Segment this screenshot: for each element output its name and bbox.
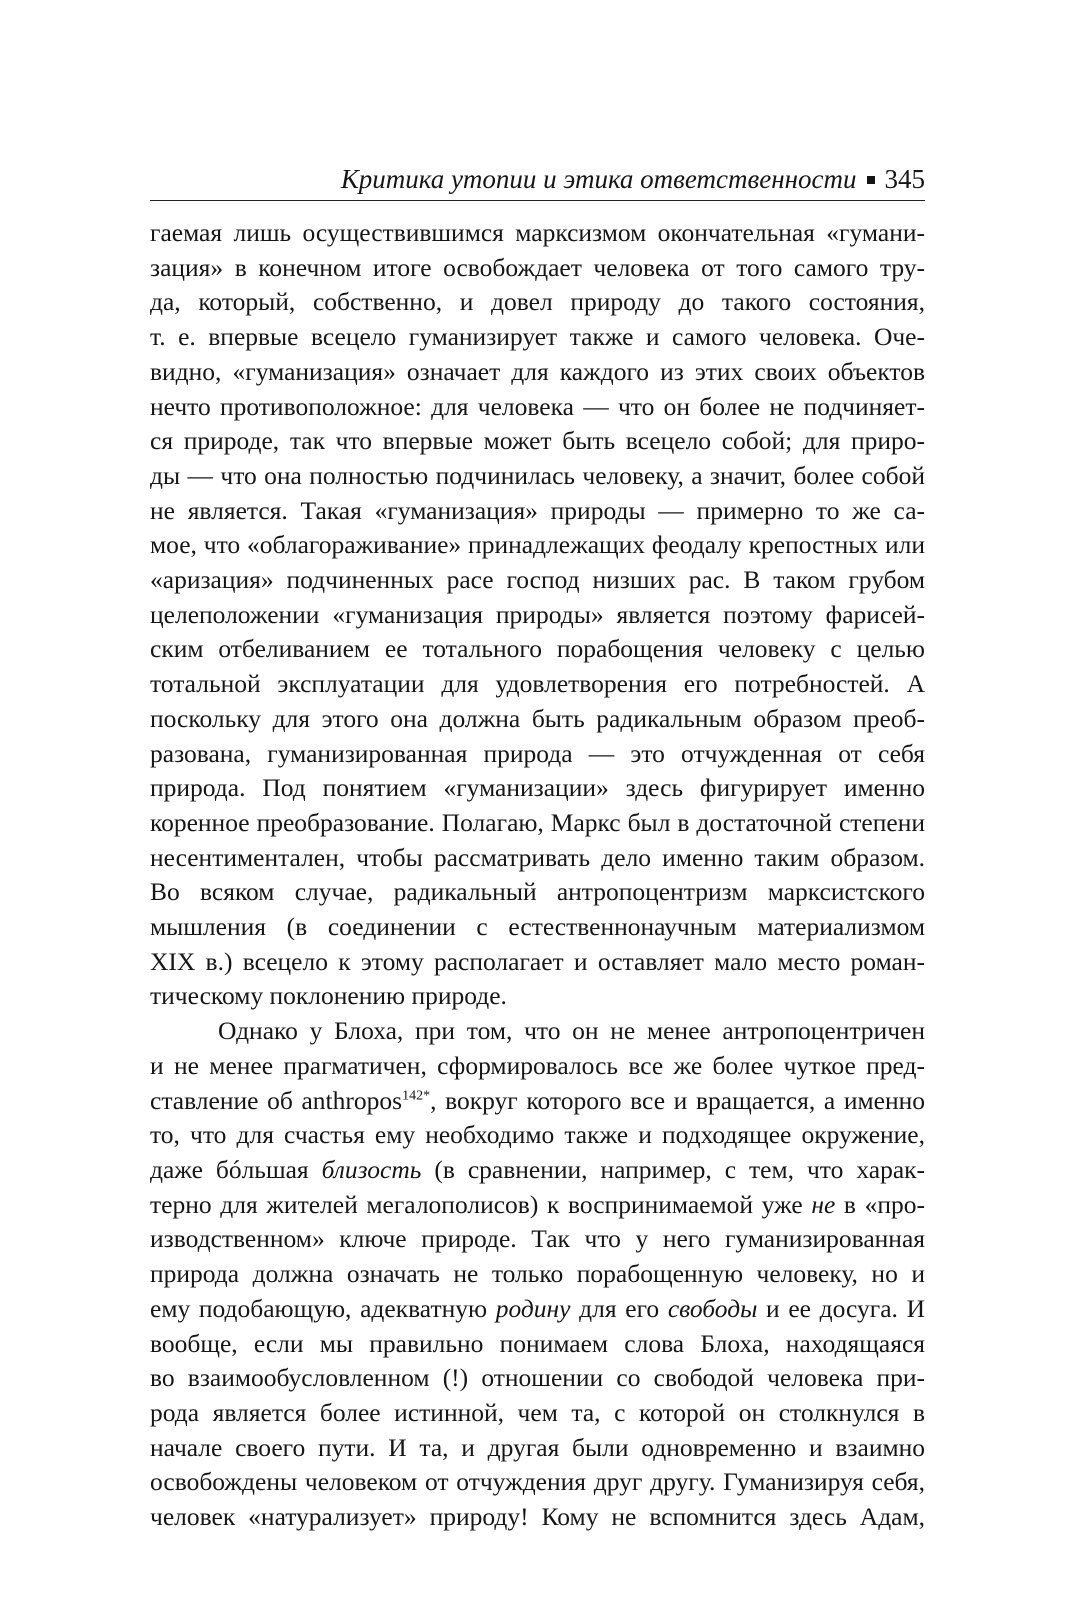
text-line: вообще, если мы правильно понимаем слова Блоха, находящаяся	[150, 1328, 925, 1358]
text-line: т. е. впервые всецело гуманизирует также и самого человека. Оче-	[150, 322, 925, 352]
text-line: мое, что «облагораживание» принадлежащих феодалу крепостных или	[150, 530, 925, 560]
text-line: освобождены человеком от отчуждения друг другу. Гуманизируя себя,	[150, 1467, 925, 1497]
text-line: изводственном» ключе природе. Так что у него гуманизированная	[150, 1224, 925, 1254]
body-text	[150, 216, 925, 1535]
paragraph-2	[150, 1014, 925, 1535]
text-line	[150, 1188, 925, 1223]
text-line: Во всяком случае, радикальный антропоцентризм марксистского	[150, 877, 925, 907]
text-line: и не менее прагматичен, сформировалось все же более чуткое пред-	[150, 1050, 925, 1080]
text-fragment: даже бóльшая	[150, 1154, 322, 1184]
text-line: природа должна означать не только порабощенную человеку, но и	[150, 1259, 925, 1289]
page-number: 345	[884, 164, 925, 194]
text-line: ся природе, так что впервые может быть всецело собой; для приро-	[150, 426, 925, 456]
text-line: Однако у Блоха, при том, что он не менее антропоцентричен	[218, 1016, 925, 1046]
text-line: мышления (в соединении с естественнонаучным материализмом	[150, 912, 925, 942]
running-header	[150, 160, 925, 201]
text-fragment: ему подобающую, адекватную	[150, 1293, 496, 1323]
text-line: разована, гуманизированная природа — это отчужденная от себя	[150, 738, 925, 768]
text-fragment: (в сравнении, например, с тем, что харак-	[421, 1154, 926, 1184]
running-title: Критика утопии и этика ответственности	[340, 164, 857, 194]
text-line: рода является более истинной, чем та, с которой он столкнулся в	[150, 1397, 925, 1427]
text-fragment: в «про-	[835, 1189, 925, 1219]
text-line: человек «натурализует» природу! Кому не вспомнится здесь Адам,	[150, 1502, 925, 1532]
text-fragment: ставление об anthropos	[150, 1085, 403, 1115]
text-line: «аризация» подчиненных расе господ низших рас. В таком грубом	[150, 565, 925, 595]
text-line: ды — что она полностью подчинилась человеку, а значит, более собой	[150, 460, 925, 490]
emphasis: не	[811, 1189, 836, 1219]
text-fragment: терно для жителей мегалополисов) к воспринимаемой уже	[150, 1189, 812, 1219]
text-line: поскольку для этого она должна быть радикальным образом преоб-	[150, 703, 925, 733]
text-line: зация» в конечном итоге освобождает человека от того самого тру-	[150, 252, 925, 282]
paragraph-1	[150, 216, 925, 1014]
text-line: XIX в.) всецело к этому располагает и оставляет мало место роман-	[150, 946, 925, 976]
text-line: не является. Такая «гуманизация» природы — примерно то же са-	[150, 495, 925, 525]
footnote-reference: 142*	[402, 1088, 431, 1104]
bullet-separator-icon	[867, 176, 875, 184]
text-line: тотальной эксплуатации для удовлетворения его потребностей. А	[150, 669, 925, 699]
text-line	[150, 1153, 925, 1188]
text-fragment: для его	[570, 1293, 668, 1323]
text-line: во взаимообусловленном (!) отношении со свободой человека при-	[150, 1363, 925, 1393]
emphasis: близость	[321, 1154, 422, 1184]
text-line: начале своего пути. И та, и другая были одновременно и взаимно	[150, 1432, 925, 1462]
text-fragment: , вокруг которого все и вращается, а именно	[430, 1085, 925, 1115]
text-line: гаемая лишь осуществившимся марксизмом окончательная «гумани-	[150, 218, 925, 247]
text-line: тическому поклонению природе.	[150, 981, 507, 1011]
text-line: нечто противоположное: для человека — что он более не подчиняет-	[150, 391, 925, 421]
emphasis: свободы	[667, 1293, 758, 1323]
text-line: да, который, собственно, и довел природу до такого состояния,	[150, 287, 925, 317]
text-line: видно, «гуманизация» означает для каждого из этих своих объектов	[150, 356, 925, 386]
text-line	[150, 1084, 925, 1119]
text-line: целеположении «гуманизация природы» является поэтому фарисей-	[150, 599, 925, 629]
text-line	[150, 1292, 925, 1327]
text-line: природа. Под понятием «гуманизации» здесь фигурирует именно	[150, 773, 925, 803]
emphasis: родину	[495, 1293, 571, 1323]
text-fragment: и ее досуга. И	[757, 1293, 925, 1323]
text-line: то, что для счастья ему необходимо также и подходящее окружение,	[150, 1120, 925, 1150]
text-line: несентиментален, чтобы рассматривать дело именно таким образом.	[150, 842, 925, 872]
text-line: коренное преобразование. Полагаю, Маркс был в достаточной степени	[150, 807, 925, 837]
text-line: ским отбеливанием ее тотального порабощения человеку с целью	[150, 634, 925, 664]
